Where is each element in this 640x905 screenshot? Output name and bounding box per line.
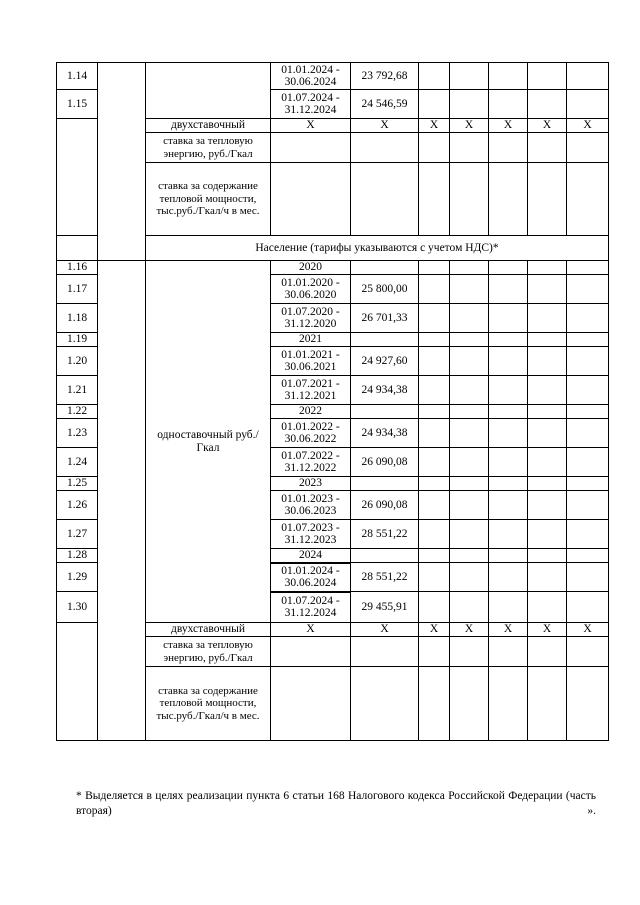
period-cell: 01.07.2021 - 31.12.2021 — [271, 376, 351, 405]
row-number: 1.27 — [57, 520, 98, 549]
row-number: 1.17 — [57, 275, 98, 304]
period-cell: 01.01.2023 - 30.06.2023 — [271, 491, 351, 520]
row-number: 1.26 — [57, 491, 98, 520]
x-mark: X — [489, 119, 528, 133]
year-cell: 2023 — [271, 477, 351, 491]
two-part-label: двухставочный — [146, 119, 271, 133]
x-mark: X — [419, 623, 450, 637]
value-cell: 28 551,22 — [351, 520, 419, 549]
row-number: 1.14 — [57, 63, 98, 90]
year-cell: 2020 — [271, 261, 351, 275]
value-cell — [351, 549, 419, 563]
tariff-table — [56, 62, 609, 741]
one-part-label: одноставочный руб./Гкал — [146, 261, 271, 623]
value-cell — [351, 405, 419, 419]
period-cell: 01.07.2023 - 31.12.2023 — [271, 520, 351, 549]
period-cell: 01.01.2024 - 30.06.2024 — [271, 63, 351, 90]
footnote-text: * Выделяется в целях реализации пункта 6 статьи 168 Налогового кодекса Российской Федерации (часть вторая) — [76, 790, 596, 817]
row-number: 1.22 — [57, 405, 98, 419]
value-cell: 26 090,08 — [351, 448, 419, 477]
row-number: 1.19 — [57, 333, 98, 347]
period-cell: 01.01.2020 - 30.06.2020 — [271, 275, 351, 304]
year-cell: 2024 — [271, 549, 351, 563]
value-cell: 28 551,22 — [351, 563, 419, 592]
row-number: 1.15 — [57, 90, 98, 119]
row-number: 1.21 — [57, 376, 98, 405]
row-number: 1.18 — [57, 304, 98, 333]
x-mark: X — [450, 119, 489, 133]
capacity-rate-label: ставка за содержание тепловой мощности, тыс.руб./Гкал/ч в мес. — [146, 163, 271, 236]
value-cell: 29 455,91 — [351, 592, 419, 623]
row-number: 1.30 — [57, 592, 98, 623]
blank-cell — [146, 63, 271, 119]
table-row — [57, 261, 609, 275]
period-cell: 01.07.2020 - 31.12.2020 — [271, 304, 351, 333]
value-cell: 24 934,38 — [351, 376, 419, 405]
x-mark: X — [271, 119, 351, 133]
value-cell: 24 927,60 — [351, 347, 419, 376]
blank-cell — [98, 261, 146, 741]
x-mark: X — [528, 119, 567, 133]
row-number: 1.28 — [57, 549, 98, 563]
value-cell: 26 090,08 — [351, 491, 419, 520]
thermal-energy-rate-label: ставка за тепловую энергию, руб./Гкал — [146, 133, 271, 163]
value-cell: 25 800,00 — [351, 275, 419, 304]
period-cell: 01.01.2021 - 30.06.2021 — [271, 347, 351, 376]
period-cell: 01.07.2024 - 31.12.2024 — [271, 90, 351, 119]
table-row — [57, 63, 609, 90]
two-part-label: двухставочный — [146, 623, 271, 637]
value-cell — [351, 477, 419, 491]
blank-cell — [98, 63, 146, 261]
x-mark: X — [567, 623, 609, 637]
x-mark: X — [528, 623, 567, 637]
value-cell: 24 546,59 — [351, 90, 419, 119]
year-cell: 2021 — [271, 333, 351, 347]
blank-cell — [57, 119, 98, 236]
year-cell: 2022 — [271, 405, 351, 419]
value-cell: 24 934,38 — [351, 419, 419, 448]
period-cell: 01.07.2022 - 31.12.2022 — [271, 448, 351, 477]
x-mark: X — [351, 623, 419, 637]
period-cell: 01.07.2024 - 31.12.2024 — [271, 592, 351, 623]
x-mark: X — [489, 623, 528, 637]
period-cell: 01.01.2024 - 30.06.2024 — [271, 563, 351, 592]
value-cell — [351, 333, 419, 347]
row-number: 1.24 — [57, 448, 98, 477]
row-number: 1.25 — [57, 477, 98, 491]
row-number: 1.29 — [57, 563, 98, 592]
x-mark: X — [351, 119, 419, 133]
row-number: 1.16 — [57, 261, 98, 275]
capacity-rate-label: ставка за содержание тепловой мощности, тыс.руб./Гкал/ч в мес. — [146, 667, 271, 741]
thermal-energy-rate-label: ставка за тепловую энергию, руб./Гкал — [146, 637, 271, 667]
footnote-end: ». — [587, 805, 596, 817]
row-number: 1.20 — [57, 347, 98, 376]
population-header: Население (тарифы указываются с учетом НДС)* — [146, 236, 609, 261]
blank-cell — [57, 623, 98, 741]
period-cell: 01.01.2022 - 30.06.2022 — [271, 419, 351, 448]
x-mark: X — [450, 623, 489, 637]
x-mark: X — [567, 119, 609, 133]
value-cell — [351, 261, 419, 275]
x-mark: X — [419, 119, 450, 133]
row-number: 1.23 — [57, 419, 98, 448]
footnote — [76, 789, 596, 819]
value-cell: 26 701,33 — [351, 304, 419, 333]
value-cell: 23 792,68 — [351, 63, 419, 90]
blank-cell — [57, 236, 98, 261]
x-mark: X — [271, 623, 351, 637]
